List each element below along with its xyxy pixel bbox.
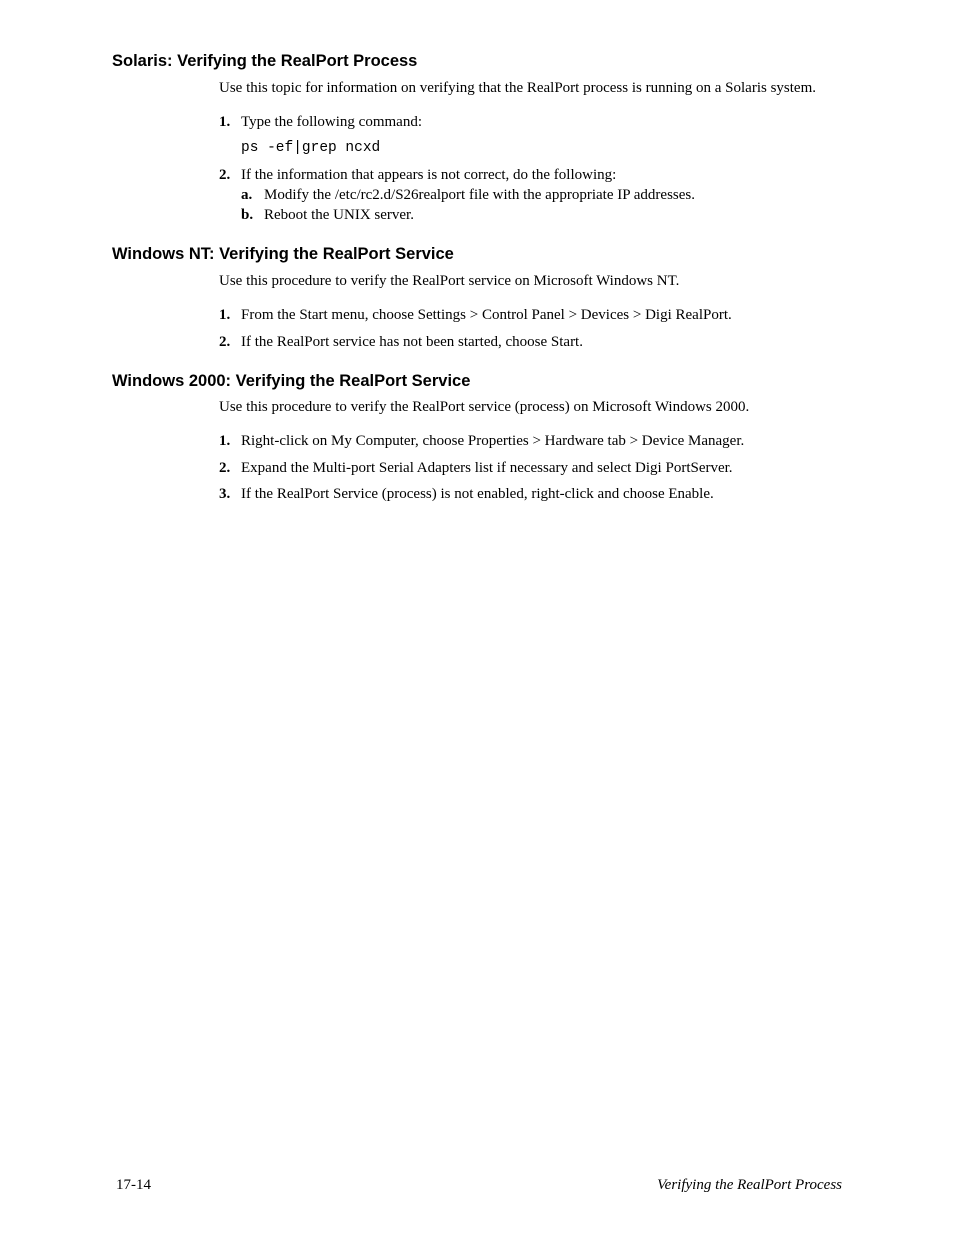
substep-text: Reboot the UNIX server. xyxy=(264,207,414,223)
section-intro-windows-2000: Use this procedure to verify the RealPort service (process) on Microsoft Windows 2000. xyxy=(219,399,750,415)
section-heading-windows-nt: Windows NT: Verifying the RealPort Service xyxy=(112,245,454,263)
step-number: 3. xyxy=(219,486,231,502)
running-footer-title: Verifying the RealPort Process xyxy=(657,1177,842,1193)
list-item xyxy=(219,459,733,478)
sub-list-item xyxy=(241,186,695,205)
substep-letter: a. xyxy=(241,187,253,203)
step-text: Expand the Multi-port Serial Adapters list if necessary and select Digi PortServer. xyxy=(241,460,733,476)
step-text: If the RealPort service has not been started, choose Start. xyxy=(241,334,583,350)
step-number: 2. xyxy=(219,460,231,476)
section-heading-windows-2000: Windows 2000: Verifying the RealPort Service xyxy=(112,372,471,390)
section-heading-solaris: Solaris: Verifying the RealPort Process xyxy=(112,52,418,70)
command-code: ps -ef|grep ncxd xyxy=(241,140,381,156)
section-intro-solaris: Use this topic for information on verifying that the RealPort process is running on a Solaris system. xyxy=(219,80,816,96)
list-item xyxy=(219,432,744,451)
page-number: 17-14 xyxy=(116,1177,151,1193)
step-number: 1. xyxy=(219,114,231,130)
step-text: From the Start menu, choose Settings > Control Panel > Devices > Digi RealPort. xyxy=(241,307,732,323)
step-text: If the information that appears is not correct, do the following: xyxy=(241,167,617,183)
step-number: 1. xyxy=(219,433,231,449)
list-item xyxy=(219,113,422,132)
section-intro-windows-nt: Use this procedure to verify the RealPort service on Microsoft Windows NT. xyxy=(219,273,680,289)
step-number: 2. xyxy=(219,334,231,350)
substep-text: Modify the /etc/rc2.d/S26realport file with the appropriate IP addresses. xyxy=(264,187,695,203)
step-text: Right-click on My Computer, choose Properties > Hardware tab > Device Manager. xyxy=(241,433,745,449)
list-item xyxy=(219,333,583,352)
step-number: 1. xyxy=(219,307,231,323)
list-item xyxy=(219,485,714,504)
step-text: Type the following command: xyxy=(241,114,422,130)
substep-letter: b. xyxy=(241,207,254,223)
list-item xyxy=(219,306,732,325)
sub-list-item xyxy=(241,206,414,225)
step-number: 2. xyxy=(219,167,231,183)
list-item xyxy=(219,166,616,185)
step-text: If the RealPort Service (process) is not enabled, right-click and choose Enable. xyxy=(241,486,714,502)
